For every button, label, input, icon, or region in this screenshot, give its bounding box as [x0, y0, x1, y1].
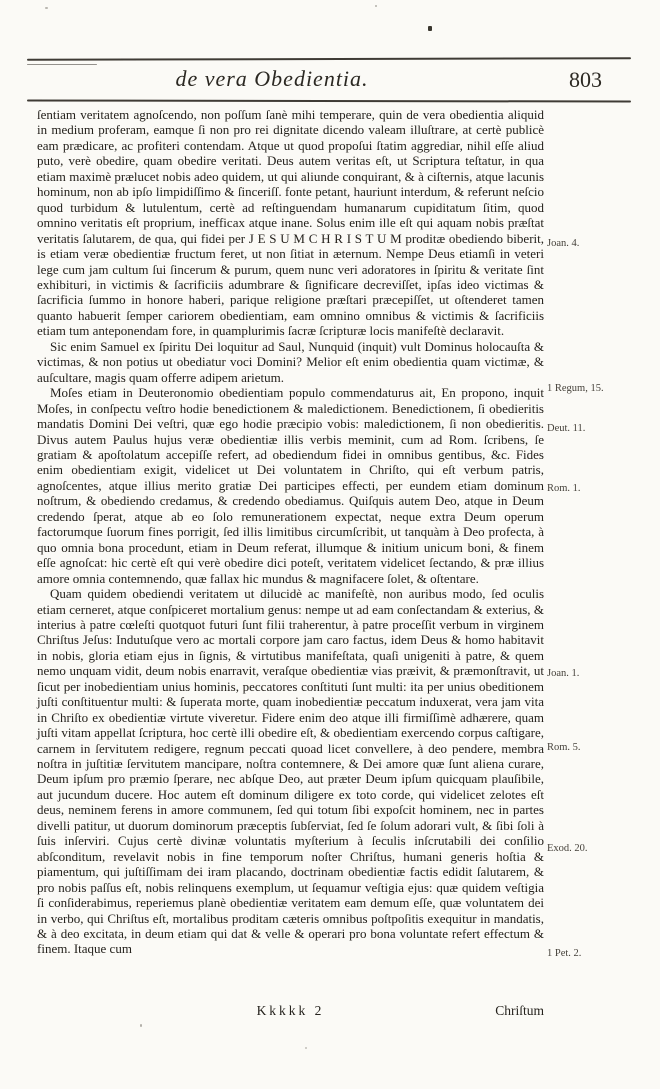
- header-rule-top-fragment: [27, 64, 97, 65]
- footer-line: [37, 1003, 544, 1019]
- gathering-signature: Kkkkk 2: [256, 1003, 325, 1018]
- margin-note: Exod. 20.: [547, 843, 588, 854]
- header-rule-top: [27, 57, 631, 61]
- margin-note: Joan. 1.: [547, 668, 580, 679]
- paragraph: Moſes etiam in Deuteronomio obedientiam populo commendaturus ait, En propono, inquit Moſes, in conſpectu veſtro hodie benedictionem & maledictionem. Benedictionem, ſi obedieritis mandatis Domini Dei veſtri, quæ ego hodie præcipio vobis: maledictionem, ſi non obedieritis. Divus autem Paulus hujus veræ obedientiæ illis verbis meminit, cum ad Rom. ſcribens, ſe gratiam & apoſtolatum accepiſſe refert, ad obediendum fidei in omnibus gentibus, &c. Fides enim obedientiam exigit, videlicet ut Dei voluntatem in Chriſto, qui eſt verbum patris, agnoſcentes, atque illius merito gratiæ Dei participes effecti, per eundem etiam dominum noſtrum, & obediendo credamus, & credendo obediamus. Quiſquis autem Deo, atque in Deum credendo ſperat, atque ab eo ſolo remunerationem expectat, neque extra Deum operum factorumque ſuorum fines porrigit, ſed illis limitibus circumſcribit, ut tanquàm à Deo profecta, à quo omnia bona procedunt, etiam in Deum referat, illumque & initium unicum boni, & finem eſſe agnoſcat: hic certè eſt qui verè obedire dici poteſt, veritatem videlicet ſectando, & præ illius amore omnia contemnendo, quæ fallax hic mundus & magnifacere ſolet, & oſtentare.: [37, 385, 544, 586]
- margin-note: 1 Regum, 15.: [547, 383, 604, 394]
- margin-note: Rom. 5.: [547, 742, 581, 753]
- header-rule-bottom: [27, 99, 631, 102]
- scan-speck: [375, 5, 377, 7]
- margin-note: 1 Pet. 2.: [547, 948, 582, 959]
- paragraph: Quam quidem obediendi veritatem ut dilucidè ac manifeſtè, non auribus modo, ſed oculis etiam cerneret, atque conſpiceret mortalium genus: nempe ut ad eam conſectandam & exterius, & interius à patre cœleſti quotquot futuri ſunt filii traherentur, à patre proceſſit verbum in virginem Chriſtus Jeſus: Indutuſque vero ac mortali corpore jam caro factus, idem Deus & homo habitavit in nobis, gloria etiam ejus in ſignis, & virtutibus manifeſtata, quaſi unigeniti à patre, & quem nemo unquam vidit, deum nobis enarravit, veraſque obedientiæ vias præivit, & præmonſtravit, ut ſicut per inobedientiam unius hominis, peccatores conſtituti ſunt multi: ita per unius obeditionem juſti conſtituentur multi: & ſuperata morte, quam inobedientiæ peccatum induxerat, vera jam vita in Chriſto ex obedientiæ virtute viveretur. Fidere enim deo atque illi firmiſſimè adhærere, quam juſti vitam appellat ſcriptura, hoc certè illi obedire eſt, & obedientiam exercendo corpus caſtigare, carnem in ſervitutem redigere, regnum peccati quoad licet convellere, à deo pendere, membra noſtra in juſtitiæ ſervitutem mancipare, noſtra contemnere, & Dei amore quæ ſunt aliena curare, Deum ipſum pro præmio ſperare, nec abſque Deo, aut præter Deum ipſum quicquam plauſibile, aut jucundum ducere. Hoc autem eſt dominum diligere ex toto corde, qui videlicet zelotes eſt deus, neminem ferens in amore communem, ſed qui totum ſibi expoſcit hominem, nec in partes divelli patitur, ut duorum dominorum præceptis ſubſerviat, ſed ſe ſolum adorari vult, & ſibi ſoli à ſuis inſerviri. Cujus certè divinæ voluntatis myſterium à ſeculis inſcrutabili dei conſilio abſconditum, revelavit nobis in fine temporum noſter Chriſtus, humani generis hoſtia & piamentum, qui juſtiſſimam dei iram placando, doctrinam obedientiæ factis edidit ſalutarem, & pro nobis paſſus eſt, nobis relinquens exemplum, ut ſequamur veſtigia ejus: quæ quidem veſtigia ſi conſiderabimus, reperiemus planè obedientiæ veritatem eam demum eſſe, quæ voluntatem dei in verbo, qui Chriſtus eſt, mortalibus proditam cæteris omnibus poſtpoſitis exequitur in mandatis, & à deo excitata, in deum etiam qui dat & velle & operari pro bona voluntate refert effectum & finem. Itaque cum: [37, 586, 544, 957]
- catchword: Chriſtum: [495, 1003, 544, 1018]
- running-title: de vera Obedientia.: [175, 66, 369, 91]
- scan-speck: [140, 1024, 142, 1027]
- scan-speck: [45, 7, 48, 9]
- margin-note: Rom. 1.: [547, 483, 581, 494]
- text-block: [37, 107, 544, 957]
- scan-speck: [428, 26, 432, 31]
- paragraph: Sic enim Samuel ex ſpiritu Dei loquitur ad Saul, Nunquid (inquit) vult Dominus holocauſta & victimas, & non potius ut obediatur voci Domini? Melior eſt enim obedientia quam victimæ, & auſcultare, magis quam offerre adipem arietum.: [37, 338, 544, 385]
- paragraph: ſentiam veritatem agnoſcendo, non poſſum ſanè mihi temperare, quin de vera obedientia aliquid in medium proferam, eamque ſi non pro rei dignitate dicendo valeam illuſtrare, at certè publicè eam prædicare, ac profiteri contendam. Atque ut quod propoſui ſtatim aggrediar, nihil eſſe aliud puto, verè obedire, quam obedire veritati. Deus autem veritas eſt, ut Scriptura teſtatur, in qua etiam maximè prælucet nobis adeo quidem, ut qui aliunde conquirant, & à ciſternis, atque lacunis hominum, non ab ipſo limpidiſſimo & ſinceriſſ. fonte petant, hauriunt interdum, & referunt neſcio quod turbidum & lutulentum, certè ad reſtinguendam humanarum cupiditatum ſitim, quod omnino veritatis eſt proprium, inefficax atque inane. Solus enim ille eſt qui aquam nobis præſtat veritatis ſalutarem, de qua, qui fidei per J E S U M C H R I S T U M proditæ obediendo biberit, is etiam veræ obedientiæ fructum feret, ut non ſitiat in æternum. Nempe Deus etiamſi in veteri lege cum jam cultum ſui ſincerum & purum, quem nunc veri adoratores in ſpiritu & veritate ſint exhibituri, in victimis & ſacrificiis adumbrare & ſignificare decreviſſet, ipſas ideo victimas & ſacrificia ſummo in honore haberi, parique religione præſtari præcepiſſet, ut oſtenderet tamen quanto habuerit ſemper cariorem obedientiam, eam omnino omnibus & victimis & ſacrificiis etiam tum anteponendam fore, in quamplurimis ſacræ ſcripturæ locis manifeſtè declaravit.: [37, 107, 544, 339]
- scan-speck: [305, 1047, 307, 1049]
- margin-note: Joan. 4.: [547, 238, 580, 249]
- page-number: 803: [569, 67, 602, 92]
- margin-note: Deut. 11.: [547, 423, 586, 434]
